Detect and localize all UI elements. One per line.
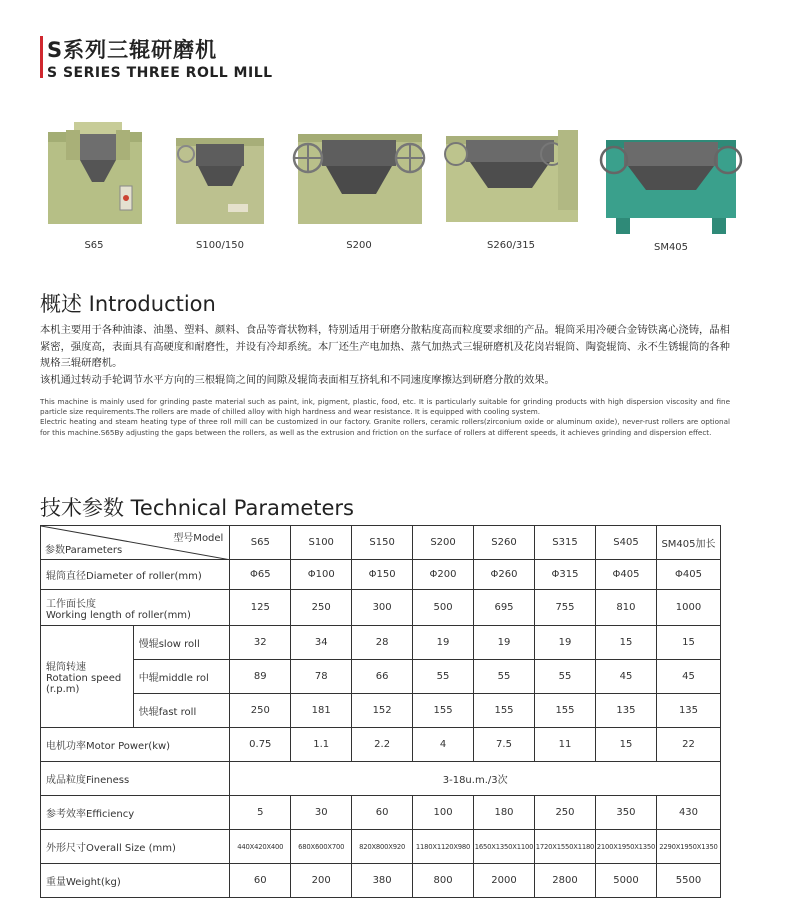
cell: 680X600X700	[291, 830, 352, 864]
row-label: 外形尺寸Overall Size (mm)	[41, 830, 230, 864]
model-header: S405	[595, 526, 656, 560]
row-label: 辊筒直径Diameter of roller(mm)	[41, 560, 230, 590]
model-header: SM405加长	[656, 526, 720, 560]
cell: 1720X1550X1180	[535, 830, 596, 864]
model-header: S200	[413, 526, 474, 560]
corner-parameters-label: 参数Parameters	[45, 545, 123, 556]
speed-label-cn: 辊筒转速	[46, 662, 86, 673]
cell: 2000	[474, 864, 535, 898]
cell: 155	[474, 694, 535, 728]
intro-cn-paragraph-2: 该机通过转动手轮调节水平方向的三根辊筒之间的间隙及辊筒表面相互挤轧和不同速度摩擦达到研磨分散的效果。	[40, 373, 555, 386]
table-row-efficiency	[41, 796, 721, 830]
cell: 250	[230, 694, 291, 728]
machine-s100-150	[170, 118, 270, 258]
cell: 125	[230, 590, 291, 626]
cell: 89	[230, 660, 291, 694]
machine-s200-image	[288, 118, 430, 228]
cell: 350	[595, 796, 656, 830]
intro-en-text	[40, 397, 730, 438]
cell: 380	[352, 864, 413, 898]
model-header: S150	[352, 526, 413, 560]
model-header: S100	[291, 526, 352, 560]
cell: 15	[595, 626, 656, 660]
cell: 30	[291, 796, 352, 830]
cell: 45	[595, 660, 656, 694]
cell: 695	[474, 590, 535, 626]
model-header: S65	[230, 526, 291, 560]
cell: Φ65	[230, 560, 291, 590]
cell: Φ100	[291, 560, 352, 590]
cell: 32	[230, 626, 291, 660]
cell: 55	[413, 660, 474, 694]
row-label: 快辊fast roll	[133, 694, 230, 728]
page-title-cn: S系列三辊研磨机	[47, 38, 218, 62]
machine-s65-image	[44, 118, 144, 228]
machine-s100-150-image	[170, 118, 270, 228]
cell: 155	[413, 694, 474, 728]
cell: 500	[413, 590, 474, 626]
cell: 2800	[535, 864, 596, 898]
cell: 5	[230, 796, 291, 830]
cell: 60	[352, 796, 413, 830]
speed-label-unit: (r.p.m)	[46, 684, 80, 695]
cell: 55	[535, 660, 596, 694]
cell: 250	[291, 590, 352, 626]
cell: 810	[595, 590, 656, 626]
cell: Φ405	[656, 560, 720, 590]
cell: 22	[656, 728, 720, 762]
intro-cn-text	[40, 322, 730, 388]
cell: 19	[535, 626, 596, 660]
table-row-length	[41, 590, 721, 626]
row-label: 参考效率Efficiency	[41, 796, 230, 830]
row-label: 重量Weight(kg)	[41, 864, 230, 898]
cell: 300	[352, 590, 413, 626]
cell: 152	[352, 694, 413, 728]
machine-s260-315-label: S260/315	[487, 240, 535, 251]
tech-heading: 技术参数 Technical Parameters	[40, 496, 354, 520]
cell: 2.2	[352, 728, 413, 762]
page-title-en: S SERIES THREE ROLL MILL	[47, 65, 273, 81]
cell: 11	[535, 728, 596, 762]
table-row-fast-roll	[41, 694, 721, 728]
cell: 181	[291, 694, 352, 728]
spec-table	[40, 525, 721, 898]
cell: Φ150	[352, 560, 413, 590]
row-label-cn: 工作面长度	[46, 598, 96, 610]
cell: 820X800X920	[352, 830, 413, 864]
cell: Φ405	[595, 560, 656, 590]
fineness-value: 3-18u.m./3次	[230, 762, 721, 796]
cell: 19	[413, 626, 474, 660]
intro-heading: 概述 Introduction	[40, 292, 216, 316]
cell: 15	[656, 626, 720, 660]
cell: Φ315	[535, 560, 596, 590]
table-row-power	[41, 728, 721, 762]
intro-en-paragraph-2: Electric heating and steam heating type of three roll mill can be customized in our factory. Granite rollers, ceramic rollers(zirconium oxide or aluminum oxide), never-rust rollers are optional for this machine.S65By adjusting the gaps between the rollers, as well as the extrusion and friction on the surface of rollers at different speeds, it achieves grinding and dispersion effect.	[40, 417, 730, 437]
machine-s260-315-image	[440, 118, 582, 228]
cell: 135	[656, 694, 720, 728]
title-accent-bar	[40, 36, 43, 78]
machine-s100-150-label: S100/150	[196, 240, 244, 251]
table-row-middle-roll	[41, 660, 721, 694]
cell: Φ260	[474, 560, 535, 590]
speed-label-en: Rotation speed	[46, 673, 122, 684]
cell: 440X420X400	[230, 830, 291, 864]
cell: 78	[291, 660, 352, 694]
machine-s200-label: S200	[346, 240, 372, 251]
cell: 800	[413, 864, 474, 898]
cell: 135	[595, 694, 656, 728]
cell: 1650X1350X1100	[474, 830, 535, 864]
cell: 430	[656, 796, 720, 830]
cell: 100	[413, 796, 474, 830]
cell: 28	[352, 626, 413, 660]
machine-s260-315	[440, 118, 582, 258]
cell: 1000	[656, 590, 720, 626]
cell: 45	[656, 660, 720, 694]
speed-group-label	[41, 626, 134, 728]
table-row-slow-roll	[41, 626, 721, 660]
machine-s65-label: S65	[84, 240, 104, 251]
machine-sm405-label: SM405	[653, 242, 689, 253]
machine-sm405-image	[596, 118, 746, 238]
row-label-en: Working length of roller(mm)	[46, 609, 191, 621]
machine-s200	[288, 118, 430, 258]
row-label	[41, 590, 230, 626]
cell: 250	[535, 796, 596, 830]
cell: 60	[230, 864, 291, 898]
cell: 5000	[595, 864, 656, 898]
cell: 5500	[656, 864, 720, 898]
cell: 34	[291, 626, 352, 660]
cell: 1.1	[291, 728, 352, 762]
cell: 155	[535, 694, 596, 728]
machine-sm405	[596, 118, 746, 258]
table-row-diameter	[41, 560, 721, 590]
table-corner-cell	[41, 526, 230, 560]
cell: 2290X1950X1350	[656, 830, 720, 864]
machine-gallery	[30, 118, 770, 268]
cell: 2100X1950X1350	[595, 830, 656, 864]
cell: 180	[474, 796, 535, 830]
table-row-size	[41, 830, 721, 864]
cell: 200	[291, 864, 352, 898]
corner-model-label: 型号Model	[173, 533, 224, 544]
model-header: S260	[474, 526, 535, 560]
intro-en-paragraph-1: This machine is mainly used for grinding paste material such as paint, ink, pigment, plastic, food, etc. It is particularly suitable for grinding products with high dispersion viscosity and fine particle size requirements.The rollers are made of chilled alloy with high hardness and wear resistance. It is equipped with cooling system.	[40, 397, 730, 417]
row-label: 中辊middle rol	[133, 660, 230, 694]
table-row-fineness	[41, 762, 721, 796]
row-label: 成品粒度Fineness	[41, 762, 230, 796]
cell: Φ200	[413, 560, 474, 590]
cell: 66	[352, 660, 413, 694]
table-row-weight	[41, 864, 721, 898]
table-header-row	[41, 526, 721, 560]
cell: 15	[595, 728, 656, 762]
cell: 755	[535, 590, 596, 626]
model-header: S315	[535, 526, 596, 560]
cell: 0.75	[230, 728, 291, 762]
machine-s65	[44, 118, 144, 258]
cell: 4	[413, 728, 474, 762]
row-label: 电机功率Motor Power(kw)	[41, 728, 230, 762]
cell: 55	[474, 660, 535, 694]
cell: 7.5	[474, 728, 535, 762]
cell: 1180X1120X980	[413, 830, 474, 864]
intro-cn-paragraph-1: 本机主要用于各种油漆、油墨、塑料、颜料、食品等膏状物料，特别适用于研磨分散粘度高而粒度要求细的产品。辊筒采用冷硬合金铸铁离心浇铸，晶相紧密，强度高，表面具有高硬度和耐磨性，并设有冷却系统。本厂还生产电加热、蒸气加热式三辊研磨机及花岗岩辊筒、陶瓷辊筒、永不生锈辊筒的各种规格三辊研磨机。	[40, 324, 730, 369]
row-label: 慢辊slow roll	[133, 626, 230, 660]
cell: 19	[474, 626, 535, 660]
